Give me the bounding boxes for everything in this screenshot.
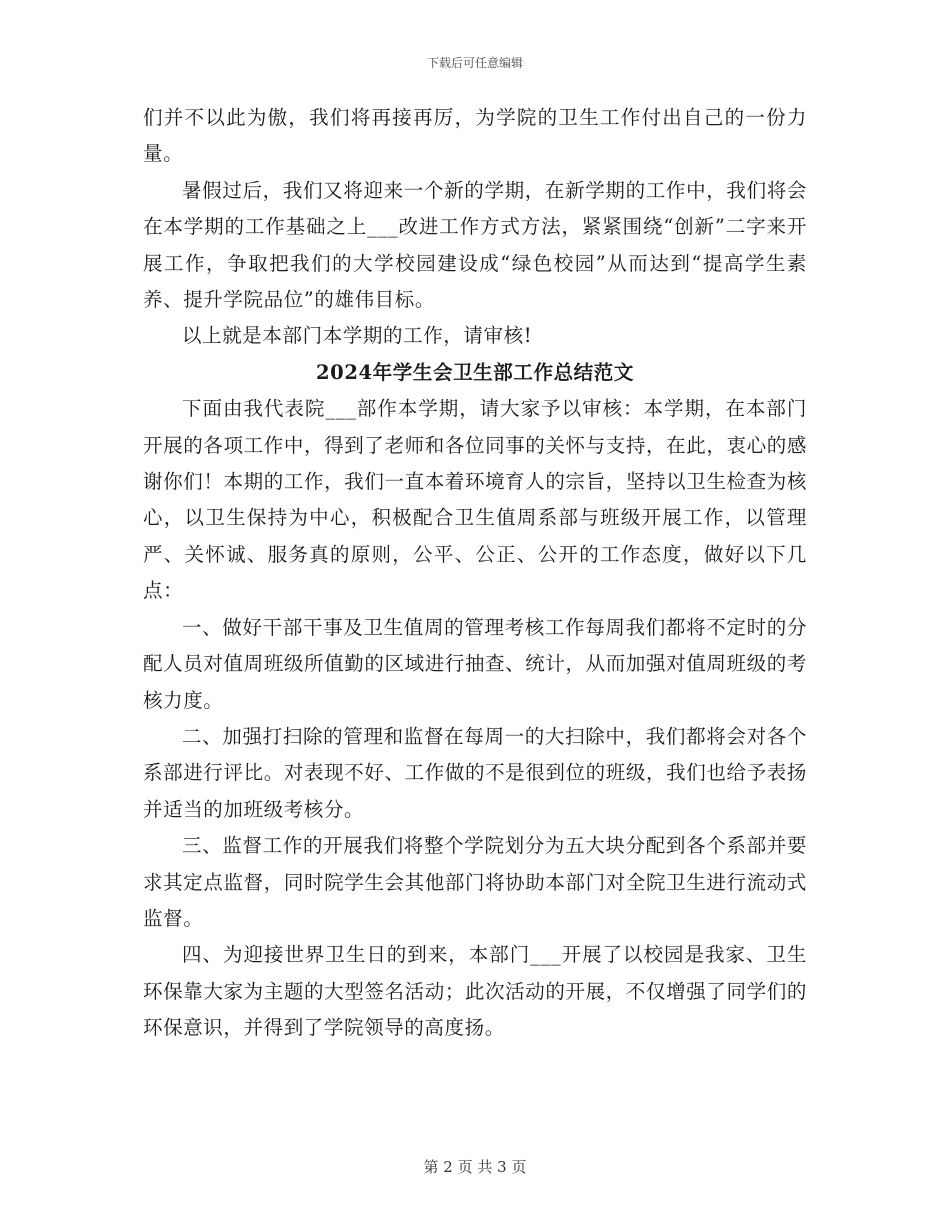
paragraph: 暑假过后，我们又将迎来一个新的学期，在新学期的工作中，我们将会在本学期的工作基础之上___改进工作方式方法，紧紧围绕“创新”二字来开展工作，争取把我们的大学校园建设成“绿色校园”从而达到“提高学生素养、提升学院品位”的雄伟目标。 <box>143 178 807 312</box>
paragraph: 以上就是本部门本学期的工作，请审核! <box>182 324 533 348</box>
paragraph: 三、监督工作的开展我们将整个学院划分为五大块分配到各个系部并要求其定点监督，同时院学生会其他部门将协助本部门对全院卫生进行流动式监督。 <box>143 834 807 930</box>
paragraph: 下面由我代表院___部作本学期，请大家予以审核：本学期，在本部门开展的各项工作中，得到了老师和各位同事的关怀与支持，在此，衷心的感谢你们！本期的工作，我们一直本着环境育人的宗旨，坚持以卫生检查为核心，以卫生保持为中心，积极配合卫生值周系部与班级开展工作，以管理严、关怀诚、服务真的原则，公平、公正、公开的工作态度，做好以下几点： <box>143 397 807 603</box>
paragraph: 四、为迎接世界卫生日的到来，本部门___开展了以校园是我家、卫生环保靠大家为主题的大型签名活动；此次活动的开展，不仅增强了同学们的环保意识，并得到了学院领导的高度扬。 <box>143 943 807 1040</box>
paragraph: 们并不以此为傲，我们将再接再厉，为学院的卫生工作付出自己的一份力量。 <box>143 106 807 166</box>
paragraph: 二、加强打扫除的管理和监督在每周一的大扫除中，我们都将会对各个系部进行评比。对表现不好、工作做的不是很到位的班级，我们也给予表扬并适当的加班级考核分。 <box>143 724 807 821</box>
page-header: 下载后可任意编辑 <box>426 56 523 70</box>
section-title: 2024年学生会卫生部工作总结范文 <box>316 360 634 384</box>
document-body <box>143 100 807 1047</box>
page-footer: 第 2 页 共 3 页 <box>423 1158 527 1176</box>
paragraph: 一、做好干部干事及卫生值周的管理考核工作每周我们都将不定时的分配人员对值周班级所值勤的区域进行抽查、统计，从而加强对值周班级的考核力度。 <box>143 615 807 712</box>
